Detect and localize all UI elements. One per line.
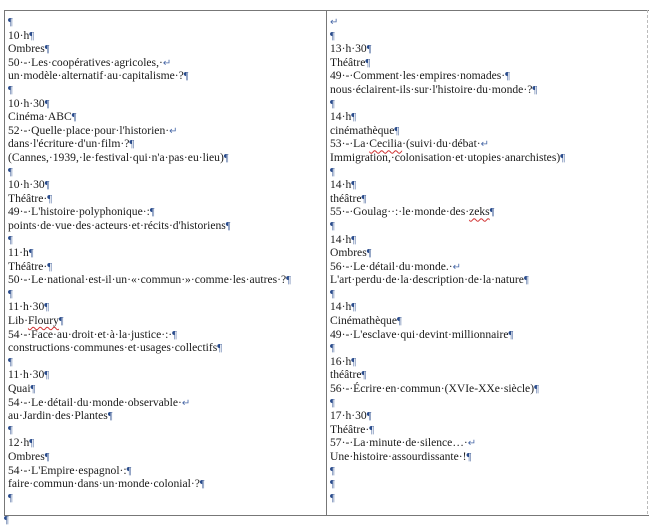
- text-line: ¶: [330, 397, 335, 409]
- text-line: 10·h·30¶: [8, 178, 50, 192]
- text-line: 14·h¶: [330, 232, 357, 246]
- left-column-cell[interactable]: [5, 11, 327, 515]
- text-line: ¶: [330, 30, 335, 42]
- text-line: ¶: [330, 465, 335, 477]
- text-line: 12·h¶: [8, 436, 35, 450]
- text-line: Quai¶: [8, 382, 36, 396]
- text-line: ¶: [8, 424, 13, 436]
- text-line: Ombres¶: [8, 42, 50, 56]
- text-line: constructions·communes·et·usages·collectifs¶: [8, 341, 223, 355]
- text-line: 49·-·L'histoire·polyphonique·:¶: [8, 205, 155, 219]
- text-line: ¶: [8, 356, 13, 368]
- text-line: Théâtre·¶: [8, 259, 53, 273]
- text-line: 54·-·Le·détail·du·monde·observable·↵: [8, 395, 191, 409]
- text-line: 50·-·Les·coopératives·agricoles,·↵: [8, 55, 172, 69]
- text-line: 56·-·Écrire·en·commun·(XVIe-XXe·siècle)¶: [330, 382, 539, 396]
- text-line: nous·éclairent-ils·sur·l'histoire·du·monde·?¶: [330, 82, 538, 96]
- text-line: points·de·vue·des·acteurs·et·récits·d'historiens¶: [8, 218, 231, 232]
- text-line: Théâtre·¶: [330, 422, 375, 436]
- text-line: ¶: [330, 343, 335, 355]
- text-line: 14·h¶: [330, 178, 357, 192]
- text-line: 50·-·Le·national·est-il·un·«·commun·»·comme·les·autres·?¶: [8, 273, 291, 287]
- text-line: 11·h·30¶: [8, 368, 50, 382]
- text-line: ¶: [8, 17, 13, 28]
- text-line: ¶: [330, 220, 335, 232]
- text-line: 55·-·Goulag··:·le·monde·des·zeks¶: [330, 205, 495, 219]
- right-column-cell[interactable]: [327, 11, 649, 515]
- text-line: théâtre¶: [330, 191, 367, 205]
- text-line: cinémathèque¶: [330, 123, 400, 137]
- text-line: 56·-·Le·détail·du·monde.·↵: [330, 259, 462, 273]
- text-line: 17·h·30¶: [330, 409, 372, 423]
- text-line: 14·h¶: [330, 110, 357, 124]
- text-line: ¶: [8, 288, 13, 300]
- text-line: 57·-·La·minute·de·silence…·↵: [330, 436, 477, 450]
- text-line: 53·-·La·Cecilia·(suivi·du·débat·↵: [330, 137, 490, 151]
- text-line: 54·-·Face·au·droit·et·à·la·justice·:·¶: [8, 327, 177, 341]
- text-line: au·Jardin·des·Plantes¶: [8, 409, 113, 423]
- text-line: théâtre¶: [330, 368, 367, 382]
- text-line: Lib·Floury¶: [8, 314, 64, 328]
- text-line: 54·-·L'Empire·espagnol·:¶: [8, 463, 132, 477]
- text-line: 14·h¶: [330, 300, 357, 314]
- text-line: Immigration,·colonisation·et·utopies·anarchistes)¶: [330, 150, 565, 164]
- text-line: 49·-·Comment·les·empires·nomades·¶: [330, 69, 510, 83]
- page-margin-guide: [647, 10, 649, 514]
- text-line: ¶: [330, 166, 335, 178]
- text-line: ¶: [330, 492, 335, 504]
- end-paragraph-mark: ¶: [4, 515, 9, 526]
- text-line: ↵: [330, 17, 339, 28]
- text-line: ¶: [8, 234, 13, 246]
- text-line: Une·histoire·assourdissante·!¶: [330, 450, 472, 463]
- text-line: dans·l'écriture·d'un·film·?¶: [8, 137, 135, 151]
- schedule-table: [4, 10, 649, 516]
- text-line: ¶: [8, 492, 13, 504]
- text-line: ¶: [330, 479, 335, 491]
- text-line: 16·h¶: [330, 354, 357, 368]
- text-line: Théâtre·¶: [8, 191, 53, 205]
- text-line: ¶: [330, 98, 335, 110]
- text-line: 10·h·30¶: [8, 96, 50, 110]
- text-line: Cinémathèque¶: [330, 314, 402, 328]
- text-line: 49·-·L'esclave·qui·devint·millionnaire¶: [330, 327, 514, 341]
- text-line: faire·commun·dans·un·monde·colonial·?¶: [8, 477, 205, 491]
- text-line: Cinéma·ABC¶: [8, 110, 77, 124]
- text-line: L'art·perdu·de·la·description·de·la·nature¶: [330, 273, 529, 287]
- text-line: Ombres¶: [330, 246, 372, 260]
- text-line: ¶: [8, 166, 13, 178]
- text-line: 13·h·30¶: [330, 42, 372, 56]
- text-line: ¶: [8, 84, 13, 96]
- text-line: 52·-·Quelle·place·pour·l'historien·↵: [8, 123, 178, 137]
- text-line: 11·h·30¶: [8, 300, 50, 314]
- text-line: un·modèle·alternatif·au·capitalisme·?¶: [8, 69, 189, 83]
- text-line: 10·h¶: [8, 28, 35, 42]
- text-line: ¶: [330, 288, 335, 300]
- text-line: 11·h¶: [8, 246, 34, 260]
- text-line: (Cannes,·1939,·le·festival·qui·n'a·pas·eu·lieu)¶: [8, 150, 229, 164]
- text-line: Théâtre¶: [330, 55, 371, 69]
- text-line: Ombres¶: [8, 450, 50, 463]
